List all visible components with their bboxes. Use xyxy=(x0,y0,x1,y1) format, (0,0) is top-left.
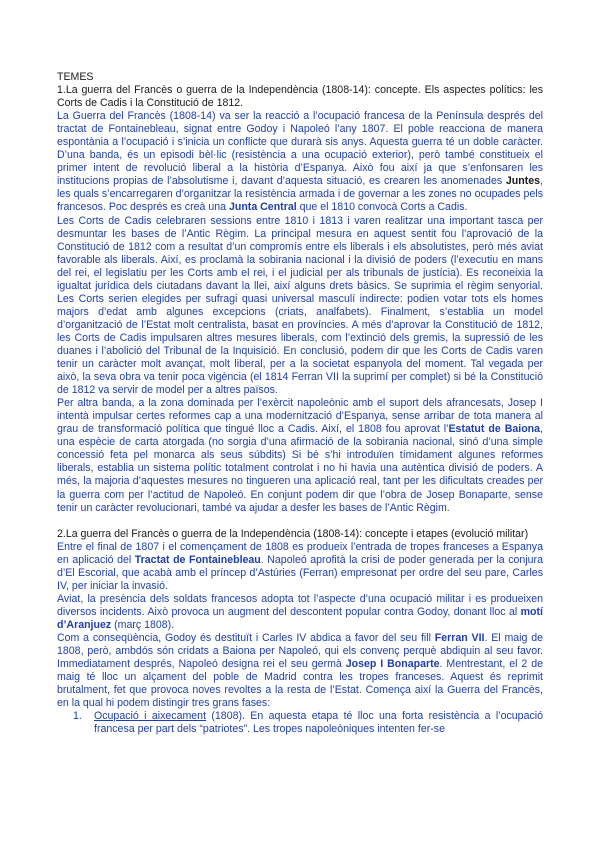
paragraph-1-text-a: La Guerra del Francès (1808-14) va ser la reacció a l’ocupació francesa de la Península després del tractat de Fontainebleau, signat entre Godoy i Napoleó l’any 1807. El poble reacciona de manera espontània a l’ocupació i s’inicia un conflicte que durarà sis anys. Aquesta guerra té un doble caràcter. D’una banda, és un episodi bèl·lic (resistència a una ocupació exterior), però també constitueix el primer intent de revolució liberal a la història d’Espanya. Això fou així ja que s’enfonsaren les institucions propias de l’absolutisme i, davant d’aquesta situació, es crearen les anomenades xyxy=(57,110,543,188)
paragraph-3-text-b: , una espècie de carta atorgada (no sorgia d’una afirmació de la sobirania nacional, sinó d’una simple concessió feta pel monarca als seus súbdits) Si bé s’hi introduïen tímidament algunes reformes liberals, establia un sistema polític totalment controlat i no hi havia una autèntica divisió de poders. A més, la majoria d’aquestes mesures no tingueren una aplicació real, tant per les dificultats creades per la guerra com per l’actitud de Napoleó. En conjunt podem dir que l’obra de Josep Bonaparte, sense tenir un caràcter revolucionari, també va ajudar a desfer les bases de l’Antic Règim. xyxy=(57,423,543,514)
list-item xyxy=(57,710,543,736)
list-item-text: (1808). En aquesta etapa té lloc una forta resistència a l’ocupació francesa per part dels “patriotes”. Les tropes napoleòniques intenten fer-se xyxy=(94,710,543,736)
paragraph-5-text-b: (març 1808). xyxy=(111,618,175,631)
document-page xyxy=(57,71,543,736)
question-1: 1.La guerra del Francès o guerra de la Independència (1808-14): concepte. Els aspectes polítics: les Corts de Cadis i la Constitució de 1812. xyxy=(57,84,543,110)
paragraph-6 xyxy=(57,632,543,710)
paragraph-5 xyxy=(57,593,543,632)
paragraph-1-text-b: , les quals s’encarregaren d’organitzar la resistència armada i de governar a les zones no ocupades pels francesos. Poc després es creà una xyxy=(57,175,543,214)
paragraph-1 xyxy=(57,110,543,214)
list-item-number: 1. xyxy=(73,710,82,723)
paragraph-5-text-a: Aviat, la presència dels soldats francesos adopta tot l’aspecte d’una ocupació militar i es produeixen diversos incidents. Això provoca un augment del descontent popular contra Godoy, donant lloc al xyxy=(57,592,543,618)
question-2: 2.La guerra del Francès o guerra de la Independència (1808-14): concepte i etapes (evolució militar) xyxy=(57,527,529,540)
term-juntes: Juntes xyxy=(505,175,541,188)
phase-list xyxy=(57,710,543,736)
paragraph-3-text-a: Per altra banda, a la zona dominada per l’exèrcit napoleònic amb el suport dels afrancesats, Josep I intentà impulsar certes reformes cap a una modernització d’Espanya, sense arribar de tota manera al grau de transformació política que tingué lloc a Cadis. Així, el 1808 fou aprovat l’ xyxy=(57,397,543,436)
term-estatut-baiona: Estatut de Baiona xyxy=(448,423,541,436)
paragraph-4 xyxy=(57,541,543,593)
section-heading: TEMES xyxy=(57,71,94,83)
term-ferran-vii: Ferran VII xyxy=(434,631,485,644)
paragraph-6-text-a: Com a conseqüència, Godoy és destituït i Carles IV abdica a favor del seu fill xyxy=(57,631,435,644)
list-item-title: Ocupació i aixecament xyxy=(94,710,207,723)
term-tractat-fontainebleau: Tractat de Fontainebleau xyxy=(134,553,261,566)
paragraph-4-text-b: . Napoleó aprofità la crisi de poder generada per la conjura d’El Escorial, que acabà amb el príncep d’Astúries (Ferran) empresonat per ordre del seu pare, Carles IV, per iniciar la invasió. xyxy=(57,553,543,592)
paragraph-2: Les Corts de Cadis celebraren sessions entre 1810 i 1813 i varen realitzar una important tasca per desmuntar les bases de l’Antic Règim. La principal mesura en aquest sentit fou l’aprovació de la Constitució de 1812 com a resultat d’un compromís entre els liberals i els absolutistes, però més aviat favorable als liberals. Així, es proclamà la sobirania nacional i la divisió de poders (l’executiu en mans del rei, el legislatiu per les Corts amb el rei, i el judicial per als tribunals de justícia). Es reconeixia la igualtat jurídica dels ciutadans davant la llei, així alguns drets bàsics. Se suprimia el règim senyorial. Les Corts serien elegides per sufragi quasi universal masculí indirecte: podien votar tots els homes majors d’edat amb algunes excepcions (criats, analfabets). Finalment, s’establia un model d’organització de l’Estat molt centralista, basat en províncies. A més d’aprovar la Constitució de 1812, les Corts de Cadis impulsaren altres mesures liberals, com l’extinció dels gremis, la supressió de les duanes i l’abolició del Tribunal de la Inquisició. En conclusió, podem dir que les Corts de Cadis varen tenir un caràcter molt avançat, molt liberal, per a la societat espanyola del moment. Tal vegada per això, la seva obra va tenir poca vigència (el 1814 Ferran VII la suprimí per complet) si bé la Constitució de 1812 va servir de model per a altres països. xyxy=(57,214,543,397)
spacer xyxy=(57,515,543,528)
term-moti-aranjuez: motí d’Aranjuez xyxy=(57,605,543,631)
paragraph-3 xyxy=(57,397,543,514)
paragraph-6-text-b: . El maig de 1808, però, ambdós són cridats a Baiona per Napoleó, qui els convenç perquè abdiquin al seu favor. Immediatament després, Napoleó designa rei el seu germà xyxy=(57,631,543,671)
term-josep-bonaparte: Josep I Bonaparte xyxy=(345,658,440,671)
term-junta-central: Junta Central xyxy=(228,201,297,214)
paragraph-6-text-c: . Mentrestant, el 2 de maig té lloc un alçament del poble de Madrid contra les tropes franceses. Aquest és reprimit brutalment, fet que provoca noves revoltes a la resta de l’Estat. Comença així la Guerra del Francès, en la qual hi podem distingir tres grans fases: xyxy=(57,658,543,710)
paragraph-4-text-a: Entre el final de 1807 i el començament de 1808 es produeix l’entrada de tropes franceses a Espanya en aplicació del xyxy=(57,540,543,566)
paragraph-1-text-c: que el 1810 convocà Corts a Cadis. xyxy=(296,201,468,214)
